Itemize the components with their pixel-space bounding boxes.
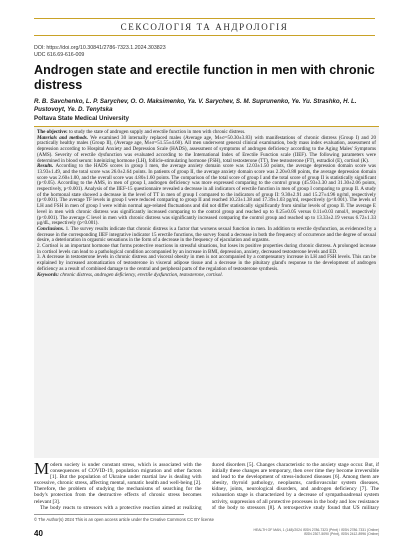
author-list: R. B. Savchenko, L. P. Sarychev, O. O. Maksimenko, Ya. V. Sarychev, S. M. Suprunenko, Ye. Yu. Strashko, H. L. Pustovoyt, Ye. D. Tenytska (34, 98, 357, 113)
page-number: 40 (34, 529, 43, 538)
abstract-conclusions-3: 3. A decrease in testosterone levels in chronic distress and visceral obesity in men is not accompanied by a compensatory increase in LH and FSH levels. This can be explained by increased aromatization of testosterone in visceral adipose tissue and a decrease in the pituitary gland's response to the development of androgen deficiency as a result of combined damage to the central and peripheral parts of the regulation of testosterone synthesis. (37, 254, 376, 272)
section-banner (34, 18, 375, 36)
journal-line-2: ISSN 2307-5090 (Print), ISSN 2412-8996 (Online) (303, 532, 379, 537)
udc-line: UDC 616.69-616-009 (34, 52, 85, 58)
results-text: According to the HADS scores in group I men, the average anxiety domain score was 12.03±1.50 points, the average depression domain score was 13.93±1.49, and the total score was 26.0±2.64 points. In patients of group II, the average anxiety domain score was 2.20±0.88 points, the average depression domain score was 2.60±1.00, and the overall score was 4.80±1.60 points. The comparison of the total score of group I and the total score of group II is statistically significant (p<0.05). According to the AMS, in men of group I, androgen deficiency was more expressed comparing to the control group (45.93±3.30 and 31.30±2.06 points, respectively, p<0.001). Analysis of the IIEF-15 questionnaire revealed a decrease in all indicators of erectile function in men of group I comparing to group II. A study of the hormonal state showed a decrease in the level of TT in men of group I compared to the indicators of group II: 9.30±2.91 and 15.27±4.96 ng/ml, respectively (p<0.001). The average TF levels in group I were reduced comparing to group II and reached 10.23±1.38 and 17.39±1.03 pg/ml, respectively (p<0.001). The levels of LH and FSH in men of group I were within normal age-related fluctuations and did not differ statistically significantly from similar levels of group II. The average E level in men with chronic distress was significantly increased comparing to the control group and reached up to 0.25±0.05 versus 0.11±0.03 nmol/l, respectively (p<0.001). The average C level in men with chronic distress was significantly increased comparing the control group and reached up to 13.33±2.19 versus 6.72±1.33 μg/dL, respectively (p<0.001). (37, 163, 376, 227)
journal-line-1: HEALTH OF MAN, 1 (148)/2024 ISSN 2786-7323 (Print) / ISSN 2786-7331 (Online) (253, 528, 379, 532)
results-label: Results. (37, 163, 54, 170)
abstract-conclusions (37, 227, 376, 244)
doi-line[interactable]: DOI: https://doi.org/10.30841/2786-7323.1.2024.303823 (34, 45, 166, 51)
article-title: Androgen state and erectile function in men with chronic distress (34, 63, 375, 92)
abstract-methods (37, 136, 376, 165)
methods-text: We examined 30 internally replaced males (Average age, M±σ=50.30±3.83) with manifestations of chronic distress (Group I) and 20 practically healthy males (Group II), (Average age, M±σ=51.55±4.60). All men underwent general clinical examination, body mass index evaluation, assessment of depression according to Hospital Anxiety and Depression Scale (HADS), assessment of symptoms of androgen deficiency according to the Aging Males' Symptoms (AMS). Severity of erectile dysfunction was evaluated according to the International Index of Erectile Function scale (IIEF). The following parameters were determined in blood serum: luteinizing hormone (LH), follicle-stimulating hormone (FSH), total testosterone (TT), free testosterone (FT), estradiol (E), cortisol (K). (37, 134, 377, 164)
body-paragraph: duced disorders [5]. Changes characteristic to the anxiety stage occur. But, if initially these changes are temporary, then over time they become irreversible and lead to the development of stress-induced diseases [6]. Among them are obesity, thyroid pathology, neoplasms, cardiovascular system diseases, kidney, joints, neurological disorders, and androgen deficiency [7]. The exhaustion stage is characterized by a decrease of sympathoadrenal system activity, suppression of all protective processes in the body and low resistance of the body to stressors [8]. A retrospective study found that US military (211, 462, 379, 510)
objective-text: to study the state of androgen supply and erectile function in men with chronic distress. (68, 129, 246, 135)
body-column-right (212, 462, 380, 510)
body-column-left (34, 462, 202, 510)
license-divider (34, 514, 184, 515)
drop-cap: M (34, 462, 50, 478)
abstract-keywords (37, 273, 376, 279)
conclusions-text-1: 1. The survey results indicate that chronic distress is a factor that worsens sexual function in men. In addition to erectile dysfunction, as evidenced by a decrease in the corresponding IIEF integrative indicator 15 erectile functions, the survey found a decrease in both the frequency of occurrence and the degree of sexual desire, a deterioration in orgasmic sensations in the form of a decrease in the frequency of ejaculation and orgasms. (37, 225, 376, 244)
body-text (34, 462, 379, 510)
body-paragraph: The body reacts to stressors with a protective reaction aimed at realizing (40, 504, 202, 510)
abstract-conclusions-2: 2. Cortisol is an important hormone that forms protective reactions in stressful situations, but loses its positive properties during chronic distress. A prolonged increase in cortisol levels can lead to a pathological condition accompanied by an increase in BMI, depression, anxiety, decreased testosterone levels and ED. (37, 243, 376, 255)
section-title: СЕКСОЛОГІЯ ТА АНДРОЛОГІЯ (120, 22, 289, 32)
keywords-label: Keywords: (37, 271, 59, 278)
page-footer (34, 527, 379, 541)
objective-label: The objective: (37, 129, 68, 135)
license-note: © The Author(s) 2024 This is an open access article under the Creative Commons CC BY license (34, 517, 214, 522)
body-paragraph (34, 462, 202, 505)
methods-label: Materials and methods. (37, 134, 89, 141)
abstract-box (34, 126, 379, 458)
conclusions-label: Conclusions. (37, 225, 65, 232)
journal-info (199, 528, 379, 537)
body-paragraph-text: odern society is under constant stress, which is associated with the consequences of COVID-19, population migration and other factors [1]. But the population of Ukraine under martial law is dealing with excessive, chronic stress, affecting mental, somatic health and well-being [2]. Therefore, the problem of studying the mechanisms of searching for the body's protection from the destructive effects of chronic stress becomes relevant [3]. (34, 462, 202, 505)
keywords-text: chronic distress, androgen deficiency, erectile dysfunction, testosterone, cortisol. (60, 271, 223, 278)
abstract-results (37, 164, 376, 227)
affiliation: Poltava State Medical University (34, 115, 129, 122)
